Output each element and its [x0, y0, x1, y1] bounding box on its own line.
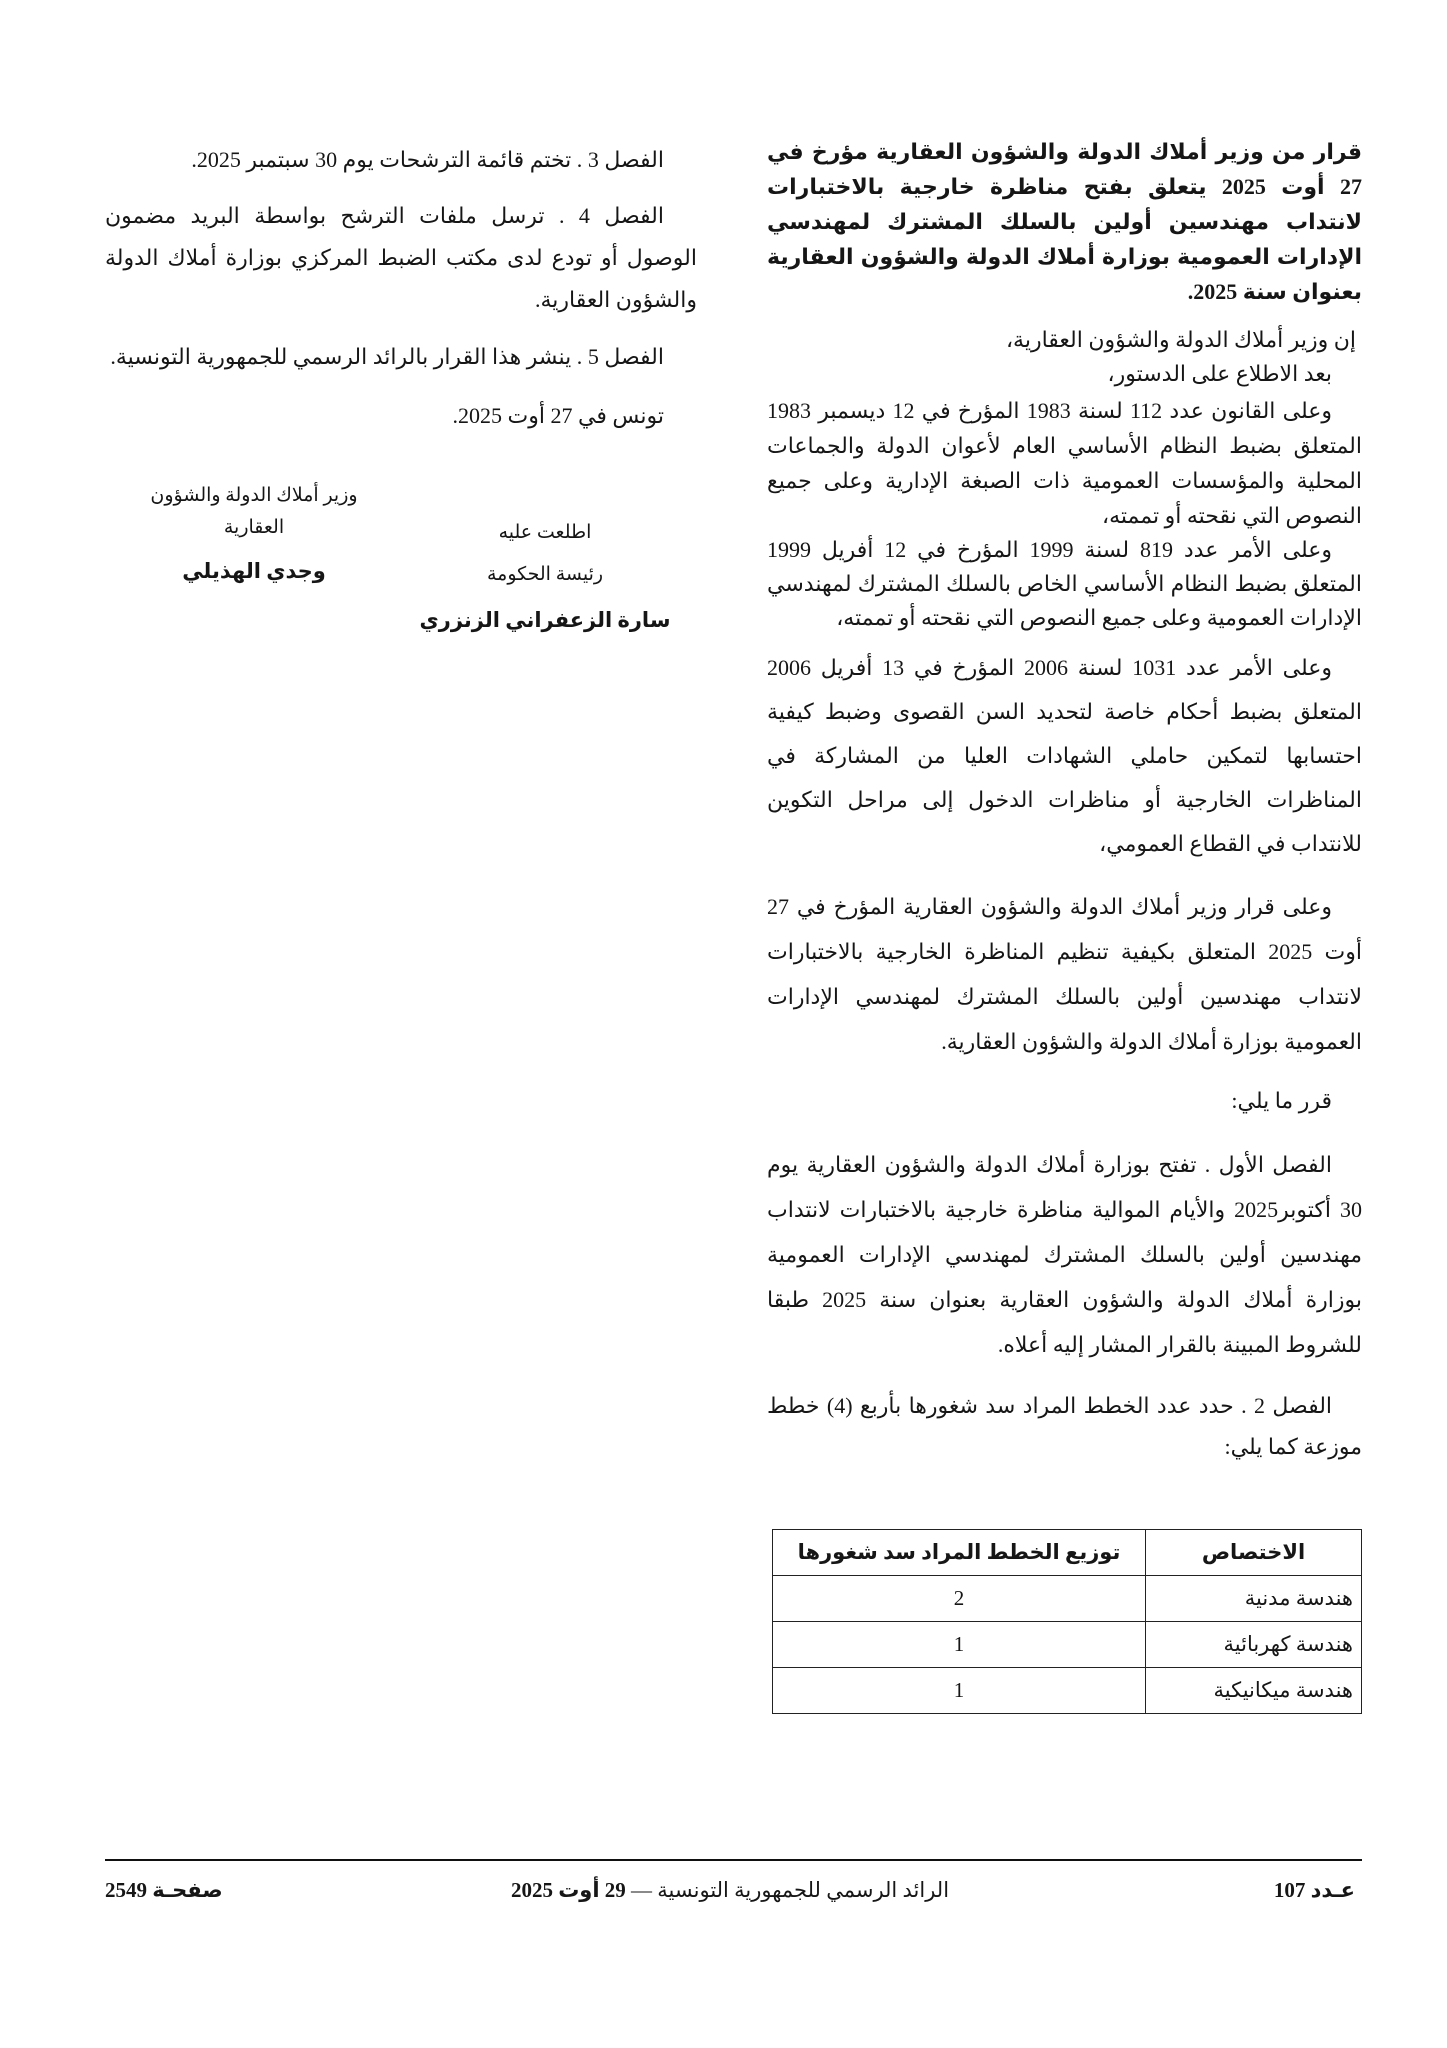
- table-row: [773, 1622, 1362, 1668]
- table-row: [773, 1576, 1362, 1622]
- countersign-label: اطلعت عليه: [498, 522, 592, 543]
- countersignature-block: [395, 512, 695, 641]
- minister-title-line1: وزير أملاك الدولة والشؤون: [150, 485, 358, 506]
- article-5: الفصل 5 . ينشر هذا القرار بالرائد الرسمي للجمهورية التونسية.: [110, 344, 664, 369]
- countersign-name: سارة الزعفراني الزنزري: [419, 608, 671, 632]
- footer-separator: —: [631, 1878, 653, 1902]
- preamble-constitution: بعد الاطلاع على الدستور،: [1107, 361, 1332, 386]
- preamble-decree-1031: وعلى الأمر عدد 1031 لسنة 2006 المؤرخ في 13 أفريل 2006 المتعلق بضبط أحكام خاصة لتحديد السن القصوى وضبط كيفية احتسابها لتمكين حاملي الشهادات العليا من المشاركة في المناظرات الخارجية أو مناظرات الدخول إلى مراحل التكوين للانتداب في القطاع العمومي،: [767, 655, 1362, 856]
- countersign-role: رئيسة الحكومة: [486, 564, 604, 585]
- minister-name: وجدي الهذيلي: [182, 559, 326, 583]
- table-row: [773, 1668, 1362, 1714]
- article-3: الفصل 3 . تختم قائمة الترشحات يوم 30 سبتمبر 2025.: [191, 147, 664, 172]
- cell-specialty: هندسة ميكانيكية: [1146, 1668, 1362, 1714]
- cell-specialty: هندسة كهربائية: [1146, 1622, 1362, 1668]
- page-label: صفحـة: [152, 1878, 223, 1902]
- page-number: 2549: [105, 1878, 147, 1902]
- preamble-law-112: وعلى القانون عدد 112 لسنة 1983 المؤرخ في 12 ديسمبر 1983 المتعلق بضبط النظام الأساسي العام لأعوان الدولة والجماعات المحلية والمؤسسات العمومية ذات الصبغة الإدارية وعلى جميع النصوص التي نقحته أو تممته،: [767, 398, 1362, 528]
- article-2: الفصل 2 . حدد عدد الخطط المراد سد شغورها بأربع (4) خطط موزعة كما يلي:: [767, 1393, 1362, 1459]
- article-1: الفصل الأول . تفتح بوزارة أملاك الدولة والشؤون العقارية يوم 30 أكتوبر2025 والأيام الموالية مناظرة خارجية بالاختبارات لانتداب مهندسين أولين بالسلك المشترك لمهندسي الإدارات العمومية بوزارة أملاك الدولة والشؤون العقارية بعنوان سنة 2025 طبقا للشروط المبينة بالقرار المشار إليه أعلاه.: [767, 1152, 1363, 1357]
- right-column: [767, 134, 1362, 1714]
- issue-label: عـدد: [1310, 1878, 1355, 1902]
- journal-name: الرائد الرسمي للجمهورية التونسية: [657, 1878, 950, 1902]
- minister-signature-block: [114, 480, 394, 592]
- decree-title: قرار من وزير أملاك الدولة والشؤون العقارية مؤرخ في 27 أوت 2025 يتعلق بفتح مناظرة خارجية بالاختبارات لانتداب مهندسين أولين بالسلك المشترك لمهندسي الإدارات العمومية بوزارة أملاك الدولة والشؤون العقارية بعنوان سنة 2025.: [767, 139, 1362, 304]
- preamble-minister: إن وزير أملاك الدولة والشؤون العقارية،: [1005, 327, 1356, 352]
- minister-title-line2: العقارية: [223, 517, 285, 538]
- article-4: الفصل 4 . ترسل ملفات الترشح بواسطة البريد مضمون الوصول أو تودع لدى مكتب الضبط المركزي بوزارة أملاك الدولة والشؤون العقارية.: [105, 203, 697, 312]
- header-positions: توزيع الخطط المراد سد شغورها: [773, 1530, 1146, 1576]
- table-header-row: [773, 1530, 1362, 1576]
- issue-date: 29 أوت 2025: [510, 1878, 626, 1902]
- cell-specialty: هندسة مدنية: [1146, 1576, 1362, 1622]
- footer-journal: [430, 1872, 1030, 1908]
- footer-rule: [105, 1859, 1362, 1861]
- preamble-order: وعلى قرار وزير أملاك الدولة والشؤون العقارية المؤرخ في 27 أوت 2025 المتعلق بكيفية تنظيم المناظرة الخارجية بالاختبارات لانتداب مهندسين أولين بالسلك المشترك لمهندسي الإدارات العمومية بوزارة أملاك الدولة والشؤون العقارية.: [767, 894, 1362, 1054]
- footer-page: [105, 1872, 223, 1908]
- preamble-decree-819: وعلى الأمر عدد 819 لسنة 1999 المؤرخ في 12 أفريل 1999 المتعلق بضبط النظام الأساسي الخاص بالسلك المشترك لمهندسي الإدارات العمومية وعلى جميع النصوص التي نقحته أو تممته،: [767, 537, 1362, 630]
- place-and-date: تونس في 27 أوت 2025.: [452, 403, 664, 428]
- cell-positions: 1: [773, 1668, 1146, 1714]
- cell-positions: 2: [773, 1576, 1146, 1622]
- decision-intro: قرر ما يلي:: [1231, 1088, 1332, 1113]
- cell-positions: 1: [773, 1622, 1146, 1668]
- footer-issue: [1274, 1872, 1355, 1908]
- positions-table: [772, 1529, 1362, 1714]
- issue-number: 107: [1273, 1878, 1306, 1902]
- left-column: [105, 143, 697, 433]
- header-specialty: الاختصاص: [1146, 1530, 1362, 1576]
